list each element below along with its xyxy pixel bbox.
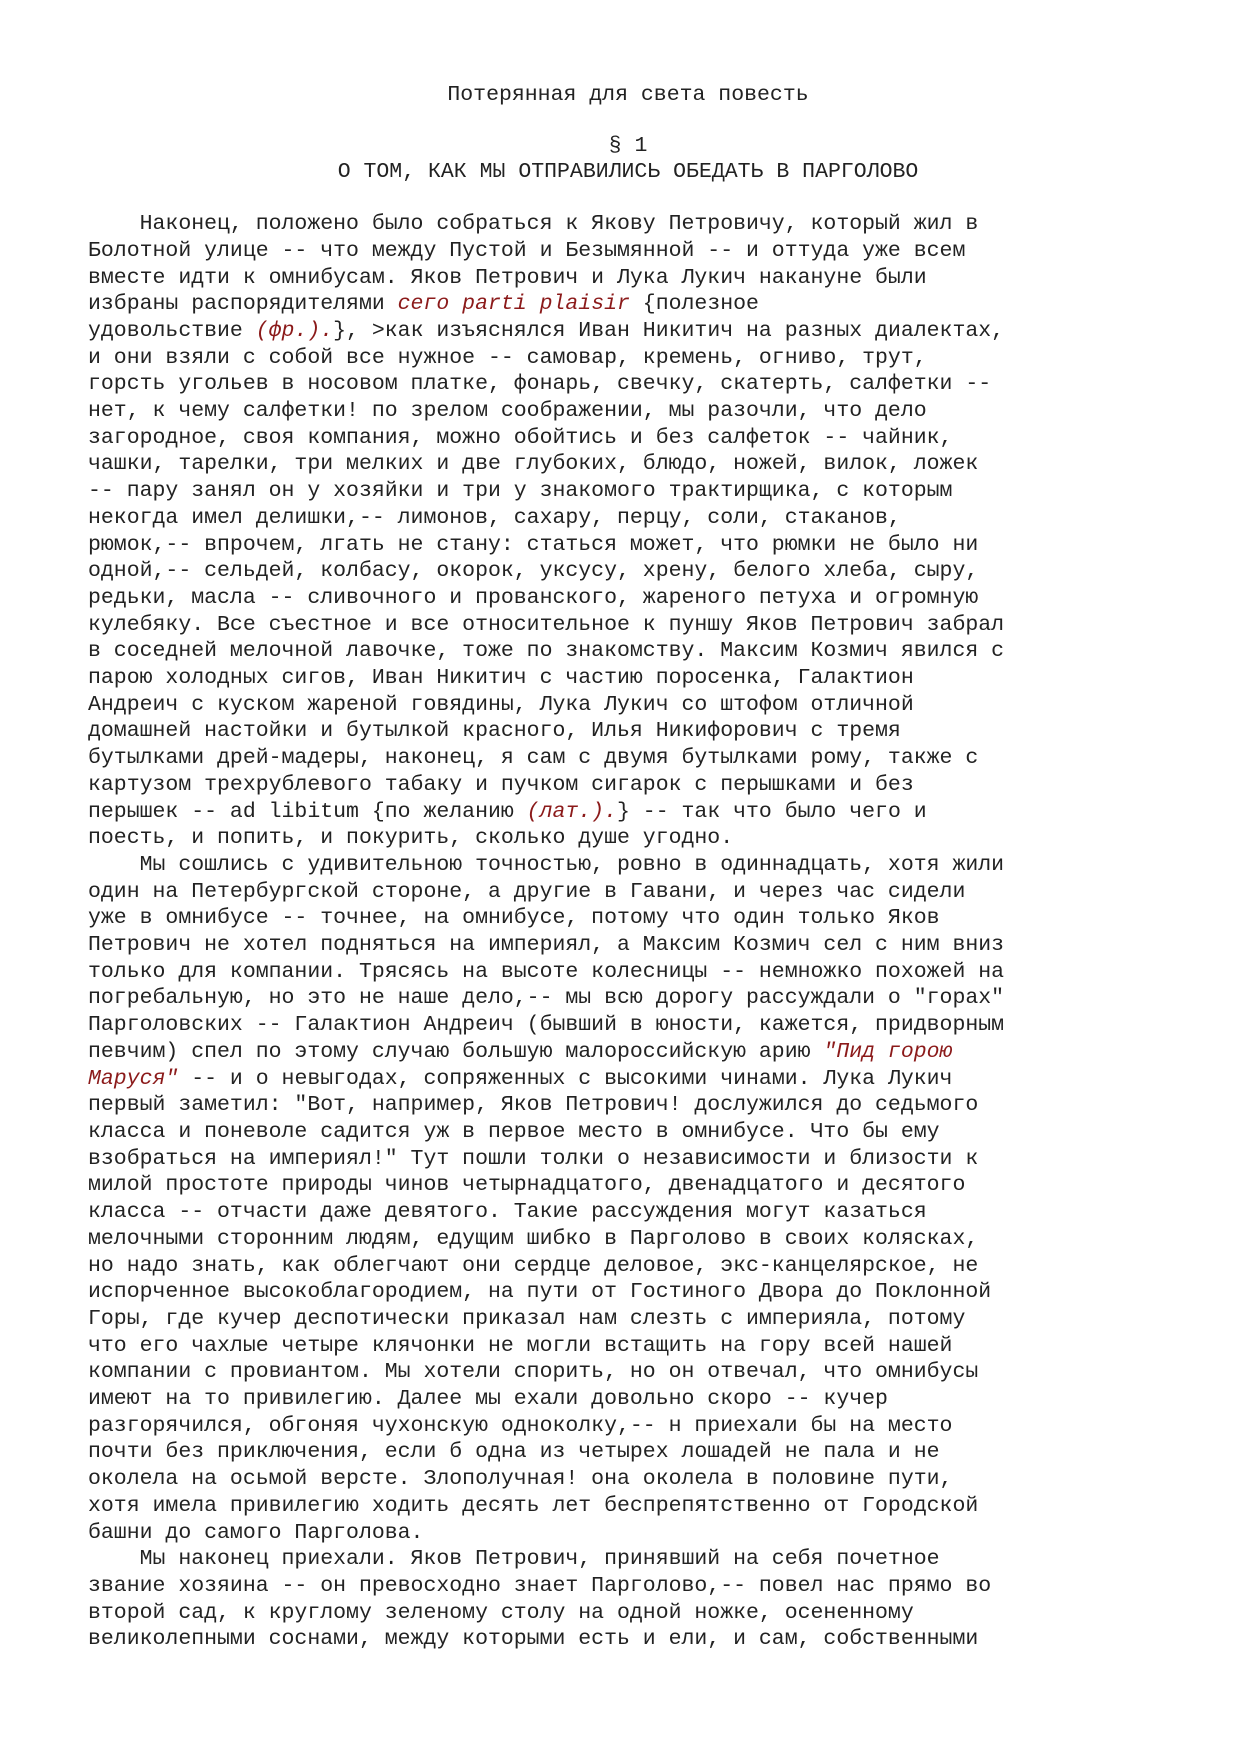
paragraph	[88, 1546, 1168, 1653]
text-line	[88, 318, 1168, 345]
text-line	[88, 558, 1168, 585]
text-run: компании с провиантом. Мы хотели спорить, но он отвечал, что омнибусы	[88, 1360, 979, 1385]
text-run: хотя имела привилегию ходить десять лет беспрепятственно от Городской	[88, 1493, 979, 1518]
text-line	[88, 425, 1168, 452]
text-run: второй сад, к круглому зеленому столу на одной ножке, осененному	[88, 1600, 914, 1625]
text-run: околела на осьмой версте. Злополучная! она околела в половине пути,	[88, 1467, 953, 1492]
text-run: башни до самого Парголова.	[88, 1520, 424, 1545]
text-run: в соседней мелочной лавочке, тоже по знакомству. Максим Козмич явился с	[88, 639, 1005, 664]
text-line	[88, 238, 1168, 265]
text-run: класса и поневоле садится уж в первое место в омнибусе. Что бы ему	[88, 1120, 940, 1144]
text-line	[88, 291, 1168, 318]
text-run: первый заметил: "Вот, например, Яков Петрович! дослужился до седьмого	[88, 1093, 979, 1118]
text-line	[88, 1066, 1168, 1093]
text-line	[88, 772, 1168, 799]
section-heading: О ТОМ, КАК МЫ ОТПРАВИЛИСЬ ОБЕДАТЬ В ПАРГОЛОВО	[337, 160, 919, 185]
text-line	[88, 505, 1168, 532]
text-run: кулебяку. Все съестное и все относительное к пуншу Яков Петрович забрал	[88, 612, 1005, 637]
text-run: перышек -- ad libitum {по желанию	[88, 799, 527, 824]
text-run: великолепными соснами, между которыми есть и ели, и сам, собственными	[88, 1627, 979, 1652]
paragraph	[88, 211, 1168, 852]
text-run: но надо знать, как облегчают они сердце деловое, экс-канцелярское, не	[88, 1253, 979, 1278]
text-line	[88, 1039, 1168, 1066]
text-line	[88, 1359, 1168, 1386]
text-line	[88, 612, 1168, 639]
text-line	[88, 1493, 1168, 1520]
text-line	[88, 1333, 1168, 1360]
text-line	[88, 1573, 1168, 1600]
text-line	[88, 1466, 1168, 1493]
text-line	[88, 345, 1168, 372]
text-line	[88, 398, 1168, 425]
text-run: парою холодных сигов, Иван Никитич с частию поросенка, Галактион	[88, 666, 914, 691]
text-line	[88, 1172, 1168, 1199]
italic-annotation: (лат.).	[526, 799, 617, 824]
document-page	[88, 70, 1168, 1653]
text-run: погребальную, но это не наше дело,-- мы всю дорогу рассуждали о "горах"	[88, 986, 1005, 1011]
text-run: Мы сошлись с удивительною точностью, ровно в одиннадцать, хотя жили	[88, 852, 1005, 877]
text-line	[88, 371, 1168, 398]
text-line	[88, 1226, 1168, 1253]
text-line	[88, 1413, 1168, 1440]
text-run: }, >как изъяснялся Иван Никитич на разных диалектах,	[333, 318, 1005, 343]
text-line	[88, 1199, 1168, 1226]
text-run: домашней настойки и бутылкой красного, Илья Никифорович с тремя	[88, 719, 901, 744]
text-line	[88, 745, 1168, 772]
text-line	[88, 1626, 1168, 1653]
text-run: горсть угольев в носовом платке, фонарь, свечку, скатерть, салфетки --	[88, 372, 992, 397]
text-run: поесть, и попить, и покурить, сколько душе угодно.	[88, 826, 734, 851]
text-line	[88, 799, 1168, 826]
text-run: класса -- отчасти даже девятого. Такие рассуждения могут казаться	[88, 1200, 927, 1225]
text-line	[88, 1119, 1168, 1146]
italic-annotation: сего parti plaisir	[397, 292, 630, 317]
text-line	[88, 1279, 1168, 1306]
text-run: Наконец, положено было собраться к Якову Петровичу, который жил в	[88, 212, 979, 237]
text-run: Андреич с куском жареной говядины, Лука Лукич со штофом отличной	[88, 692, 914, 717]
text-line	[88, 1253, 1168, 1280]
text-run: певчим) спел по этому случаю большую малороссийскую арию	[88, 1039, 824, 1064]
text-line	[88, 985, 1168, 1012]
text-line	[88, 1520, 1168, 1547]
text-run: что его чахлые четыре клячонки не могли встащить на гору всей нашей	[88, 1333, 953, 1358]
text-run: избраны распорядителями	[88, 292, 398, 317]
text-run: } -- так что было чего и	[617, 799, 927, 824]
text-run: картузом трехрублевого табаку и пучком сигарок с перышками и без	[88, 772, 914, 797]
text-run: почти без приключения, если б одна из четырех лошадей не пала и не	[88, 1440, 940, 1465]
text-run: имеют на то привилегию. Далее мы ехали довольно скоро -- кучер	[88, 1387, 888, 1412]
text-run: -- и о невыгодах, сопряженных с высокими чинами. Лука Лукич	[178, 1066, 953, 1091]
text-line	[88, 585, 1168, 612]
text-run: редьки, масла -- сливочного и прованского, жареного петуха и огромную	[88, 585, 979, 610]
text-line	[88, 211, 1168, 238]
text-run: бутылками дрей-мадеры, наконец, я сам с двумя бутылками рому, также с	[88, 746, 979, 771]
text-run: уже в омнибусе -- точнее, на омнибусе, потому что один только Яков	[88, 906, 940, 931]
paragraph	[88, 852, 1168, 1546]
text-run: -- пару занял он у хозяйки и три у знакомого трактирщика, с которым	[88, 479, 953, 504]
text-line	[88, 718, 1168, 745]
text-line	[88, 932, 1168, 959]
text-run: одной,-- сельдей, колбасу, окорок, уксусу, хрену, белого хлеба, сыру,	[88, 559, 979, 584]
text-run: взобраться на империял!" Тут пошли толки о независимости и близости к	[88, 1146, 979, 1171]
text-run: Парголовских -- Галактион Андреич (бывший в юности, кажется, придворным	[88, 1013, 1005, 1038]
text-line	[88, 532, 1168, 559]
italic-annotation: Маруся"	[88, 1066, 179, 1091]
text-run: разгорячился, обгоняя чухонскую одноколку,-- н приехали бы на место	[88, 1413, 953, 1438]
text-run: чашки, тарелки, три мелких и две глубоких, блюдо, ножей, вилок, ложек	[88, 452, 979, 477]
text-line	[88, 1146, 1168, 1173]
text-line	[88, 638, 1168, 665]
text-line	[88, 1439, 1168, 1466]
text-run: только для компании. Трясясь на высоте колесницы -- немножко похожей на	[88, 959, 1005, 984]
text-run: Петрович не хотел подняться на империял, а Максим Козмич сел с ним вниз	[88, 933, 1005, 958]
italic-annotation: (фр.).	[255, 318, 334, 343]
text-run: милой простоте природы чинов четырнадцатого, двенадцатого и десятого	[88, 1173, 966, 1198]
text-line	[88, 1546, 1168, 1573]
text-run: Горы, где кучер деспотически приказал нам слезть с империяла, потому	[88, 1306, 966, 1331]
text-line	[88, 265, 1168, 292]
text-run: звание хозяина -- он превосходно знает Парголово,-- повел нас прямо во	[88, 1573, 992, 1598]
text-run: Мы наконец приехали. Яков Петрович, принявший на себя почетное	[88, 1547, 940, 1572]
document-title: Потерянная для света повесть	[447, 83, 809, 107]
text-line	[88, 825, 1168, 852]
text-line	[88, 852, 1168, 879]
text-line	[88, 665, 1168, 692]
text-line	[88, 692, 1168, 719]
text-run: нет, к чему салфетки! по зрелом соображении, мы разочли, что дело	[88, 399, 927, 424]
text-line	[88, 1092, 1168, 1119]
text-line	[88, 1386, 1168, 1413]
text-line	[88, 905, 1168, 932]
text-run: вместе идти к омнибусам. Яков Петрович и Лука Лукич накануне были	[88, 265, 927, 290]
text-run: рюмок,-- впрочем, лгать не стану: статься может, что рюмки не было ни	[88, 532, 979, 557]
text-run: загородное, своя компания, можно обойтись и без салфеток -- чайник,	[88, 425, 953, 450]
text-line	[88, 1306, 1168, 1333]
document-body	[88, 211, 1168, 1653]
text-run: некогда имел делишки,-- лимонов, сахару, перцу, соли, стаканов,	[88, 505, 901, 530]
text-run: испорченное высокоблагородием, на пути от Гостиного Двора до Поклонной	[88, 1280, 992, 1305]
section-number: § 1	[608, 133, 648, 158]
text-run: удовольствие	[88, 318, 256, 343]
text-run: и они взяли с собой все нужное -- самовар, кремень, огниво, трут,	[88, 345, 927, 370]
text-line	[88, 879, 1168, 906]
text-run: один на Петербургской стороне, а другие в Гавани, и через час сидели	[88, 879, 966, 904]
section-header	[88, 133, 1168, 186]
text-run: мелочными сторонним людям, едущим шибко в Парголово в своих колясках,	[88, 1226, 979, 1251]
italic-annotation: "Пид горою	[823, 1039, 953, 1064]
text-line	[88, 959, 1168, 986]
text-run: Болотной улице -- что между Пустой и Безымянной -- и оттуда уже всем	[88, 238, 966, 263]
text-line	[88, 478, 1168, 505]
text-line	[88, 1012, 1168, 1039]
text-line	[88, 451, 1168, 478]
text-line	[88, 1600, 1168, 1627]
text-run: {полезное	[629, 292, 759, 317]
